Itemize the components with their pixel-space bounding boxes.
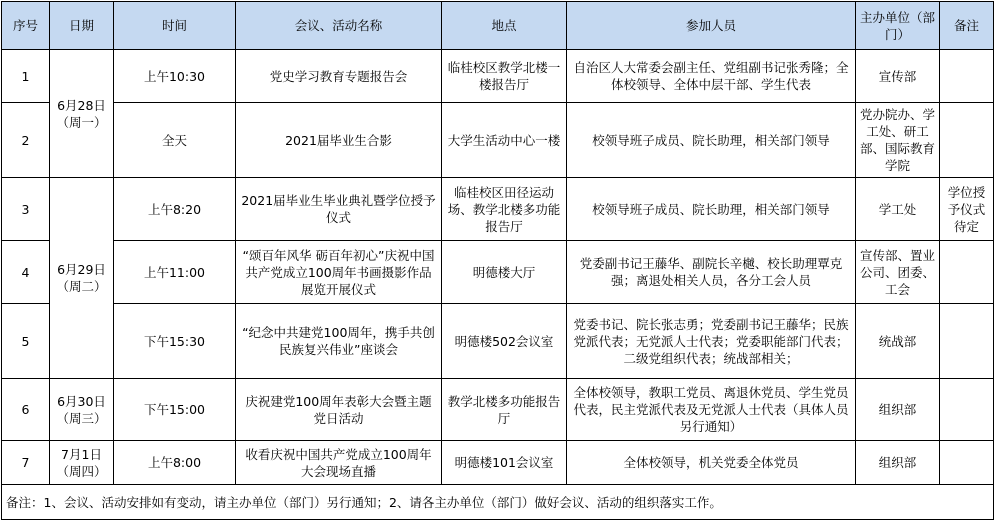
header-seq: 序号: [2, 2, 50, 50]
host-cell: 党办院办、学工处、研工部、国际教育学院: [856, 103, 940, 178]
place-cell: 明德楼101会议室: [442, 441, 567, 485]
time-cell: 上午11:00: [114, 241, 236, 304]
place-cell: 教学北楼多功能报告厅: [442, 379, 567, 441]
remark-cell: 学位授予仪式待定: [940, 178, 994, 241]
people-cell: 党委书记、院长张志勇；党委副书记王藤华；民族党派代表；无党派人士代表；党委职能部门代表；二级党组织代表；统战部相关；: [567, 304, 856, 379]
time-cell: 全天: [114, 103, 236, 178]
remark-cell: [940, 304, 994, 379]
note-row: [2, 485, 994, 520]
people-cell: 自治区人大常委会副主任、党组副书记张秀隆；全体校领导、全体中层干部、学生代表: [567, 50, 856, 103]
table-row: [2, 178, 994, 241]
seq-cell: 2: [2, 103, 50, 178]
time-cell: 下午15:00: [114, 379, 236, 441]
place-cell: 临桂校区田径运动场、教学北楼多功能报告厅: [442, 178, 567, 241]
host-cell: 学工处: [856, 178, 940, 241]
host-cell: 宣传部: [856, 50, 940, 103]
seq-cell: 4: [2, 241, 50, 304]
name-cell: 收看庆祝中国共产党成立100周年大会现场直播: [236, 441, 442, 485]
host-cell: 组织部: [856, 379, 940, 441]
date-cell: 6月29日（周二）: [50, 178, 114, 379]
people-cell: 全体校领导，机关党委全体党员: [567, 441, 856, 485]
name-cell: 2021届毕业生合影: [236, 103, 442, 178]
table-row: [2, 304, 994, 379]
header-place: 地点: [442, 2, 567, 50]
date-cell: 6月30日（周三）: [50, 379, 114, 441]
people-cell: 全体校领导，教职工党员、离退休党员、学生党员代表，民主党派代表及无党派人士代表（具体人员另行通知）: [567, 379, 856, 441]
header-row: [2, 2, 994, 50]
note-text: 备注：1、会议、活动安排如有变动，请主办单位（部门）另行通知；2、请各主办单位（部门）做好会议、活动的组织落实工作。: [2, 485, 994, 520]
date-cell: 7月1日（周四）: [50, 441, 114, 485]
header-remark: 备注: [940, 2, 994, 50]
place-cell: 明德楼502会议室: [442, 304, 567, 379]
schedule-table: [1, 1, 994, 520]
place-cell: 临桂校区教学北楼一楼报告厅: [442, 50, 567, 103]
header-time: 时间: [114, 2, 236, 50]
remark-cell: [940, 441, 994, 485]
header-people: 参加人员: [567, 2, 856, 50]
remark-cell: [940, 103, 994, 178]
header-name: 会议、活动名称: [236, 2, 442, 50]
people-cell: 校领导班子成员、院长助理，相关部门领导: [567, 103, 856, 178]
place-cell: 大学生活动中心一楼: [442, 103, 567, 178]
table-row: [2, 241, 994, 304]
name-cell: “颂百年风华 砺百年初心”庆祝中国共产党成立100周年书画摄影作品展览开展仪式: [236, 241, 442, 304]
time-cell: 下午15:30: [114, 304, 236, 379]
table-row: [2, 50, 994, 103]
name-cell: 2021届毕业生毕业典礼暨学位授予仪式: [236, 178, 442, 241]
time-cell: 上午10:30: [114, 50, 236, 103]
seq-cell: 3: [2, 178, 50, 241]
remark-cell: [940, 379, 994, 441]
place-cell: 明德楼大厅: [442, 241, 567, 304]
header-date: 日期: [50, 2, 114, 50]
time-cell: 上午8:00: [114, 441, 236, 485]
table-row: [2, 379, 994, 441]
name-cell: 党史学习教育专题报告会: [236, 50, 442, 103]
name-cell: “纪念中共建党100周年，携手共创民族复兴伟业”座谈会: [236, 304, 442, 379]
host-cell: 组织部: [856, 441, 940, 485]
host-cell: 统战部: [856, 304, 940, 379]
remark-cell: [940, 241, 994, 304]
seq-cell: 7: [2, 441, 50, 485]
seq-cell: 1: [2, 50, 50, 103]
people-cell: 校领导班子成员、院长助理，相关部门领导: [567, 178, 856, 241]
header-host: 主办单位（部门）: [856, 2, 940, 50]
host-cell: 宣传部、置业公司、团委、工会: [856, 241, 940, 304]
time-cell: 上午8:20: [114, 178, 236, 241]
table-row: [2, 441, 994, 485]
name-cell: 庆祝建党100周年表彰大会暨主题党日活动: [236, 379, 442, 441]
seq-cell: 5: [2, 304, 50, 379]
date-cell: 6月28日（周一）: [50, 50, 114, 178]
people-cell: 党委副书记王藤华、副院长辛樾、校长助理覃克强；离退处相关人员，各分工会人员: [567, 241, 856, 304]
remark-cell: [940, 50, 994, 103]
seq-cell: 6: [2, 379, 50, 441]
table-row: [2, 103, 994, 178]
